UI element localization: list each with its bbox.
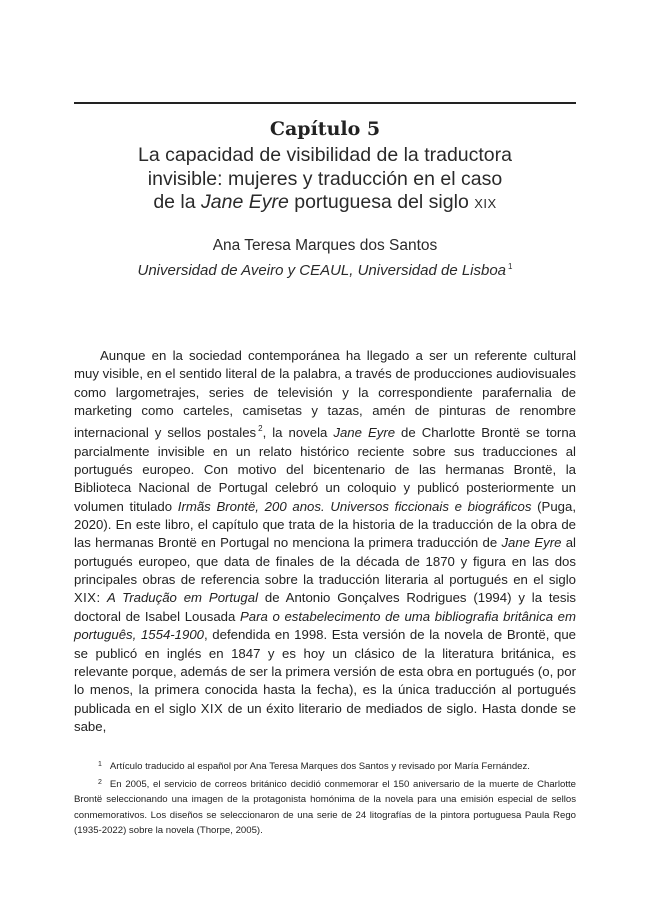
author-name: Ana Teresa Marques dos Santos [212, 236, 438, 254]
footnotes [74, 757, 576, 839]
header-rule [74, 102, 576, 104]
author-affiliation: Universidad de Aveiro y CEAUL, Universidad de Lisboa $^1$ [137, 261, 513, 279]
title-century: XIX [474, 196, 497, 211]
title-line-1: La capacidad de visibilidad de la traductora [138, 144, 512, 166]
chapter-header [74, 117, 576, 281]
title-line-2: invisible: mujeres y traducción en el caso [147, 167, 503, 190]
chapter-title [74, 144, 576, 216]
chapter-number: Capítulo 5 [269, 118, 381, 140]
title-italic-jane-eyre: Jane Eyre [201, 191, 289, 213]
footnote-2: $^2$ En 2005, el servicio de correos británico decidió conmemorar el 150 aniversario de la muerte de Charlotte Brontë seleccionando una imagen de la protagonista homónima de la novela para una emisión especial de sellos conmemorativos. Los diseños se seleccionaron de una serie de 24 litografías de la pintora portuguesa Paula Rego (1935-2022) sobre la novela (Thorpe, 2005). [74, 778, 576, 836]
footnote-1: $^1$ Artículo traducido al español por Ana Teresa Marques dos Santos y revisado por María Fernández. [98, 761, 530, 772]
body-paragraph: Aunque en la sociedad contemporánea ha llegado a ser un referente cultural muy visible, en el sentido literal de la palabra, a través de producciones audiovisuales como largometrajes, series de televisión y la correspondiente parafernalia de marketing como carteles, camisetas y tazas, amén de pinturas de renombre internacional y sellos postales $^2$, la novela Jane Eyre de Charlotte Brontë se torna parcialmente invisible en un relato histórico reciente sobre sus traducciones al portugués europeo. Con motivo del bicentenario de las hermanas Brontë, la Biblioteca Nacional de Portugal celebró un coloquio y publicó posteriormente un volumen titulado Irmãs Brontë, 200 anos. Universos ficcionais e biográficos (Puga, 2020). En este libro, el capítulo que trata de la historia de la traducción de la obra de las hermanas Brontë en Portugal no menciona la primera traducción de Jane Eyre al portugués europeo, que data de finales de la década de 1870 y figura en las dos principales obras de referencia sobre la traducción literaria al portugués en el siglo XIX: A Tradução em Portugal de Antonio Gonçalves Rodrigues (1994) y la tesis doctoral de Isabel Lousada Para o estabelecimento de uma bibliografia britânica em português, 1554-1900, defendida en 1998. Esta versión de la novela de Brontë, que se publicó en inglés en 1847 y es hoy un clásico de la literatura británica, es relevante porque, además de ser la primera versión de esta obra en portugués (o, por lo menos, la primera conocida hasta la fecha), es la única traducción al portugués publicada en el siglo XIX de un éxito literario de mediados de siglo. Hasta donde se sabe, [74, 348, 577, 734]
footnote-ref-1[interactable]: 1 [508, 261, 513, 271]
footnote-ref-2[interactable]: 2 [258, 424, 263, 434]
title-line-3: de la Jane Eyre portuguesa del siglo XIX [153, 191, 497, 213]
